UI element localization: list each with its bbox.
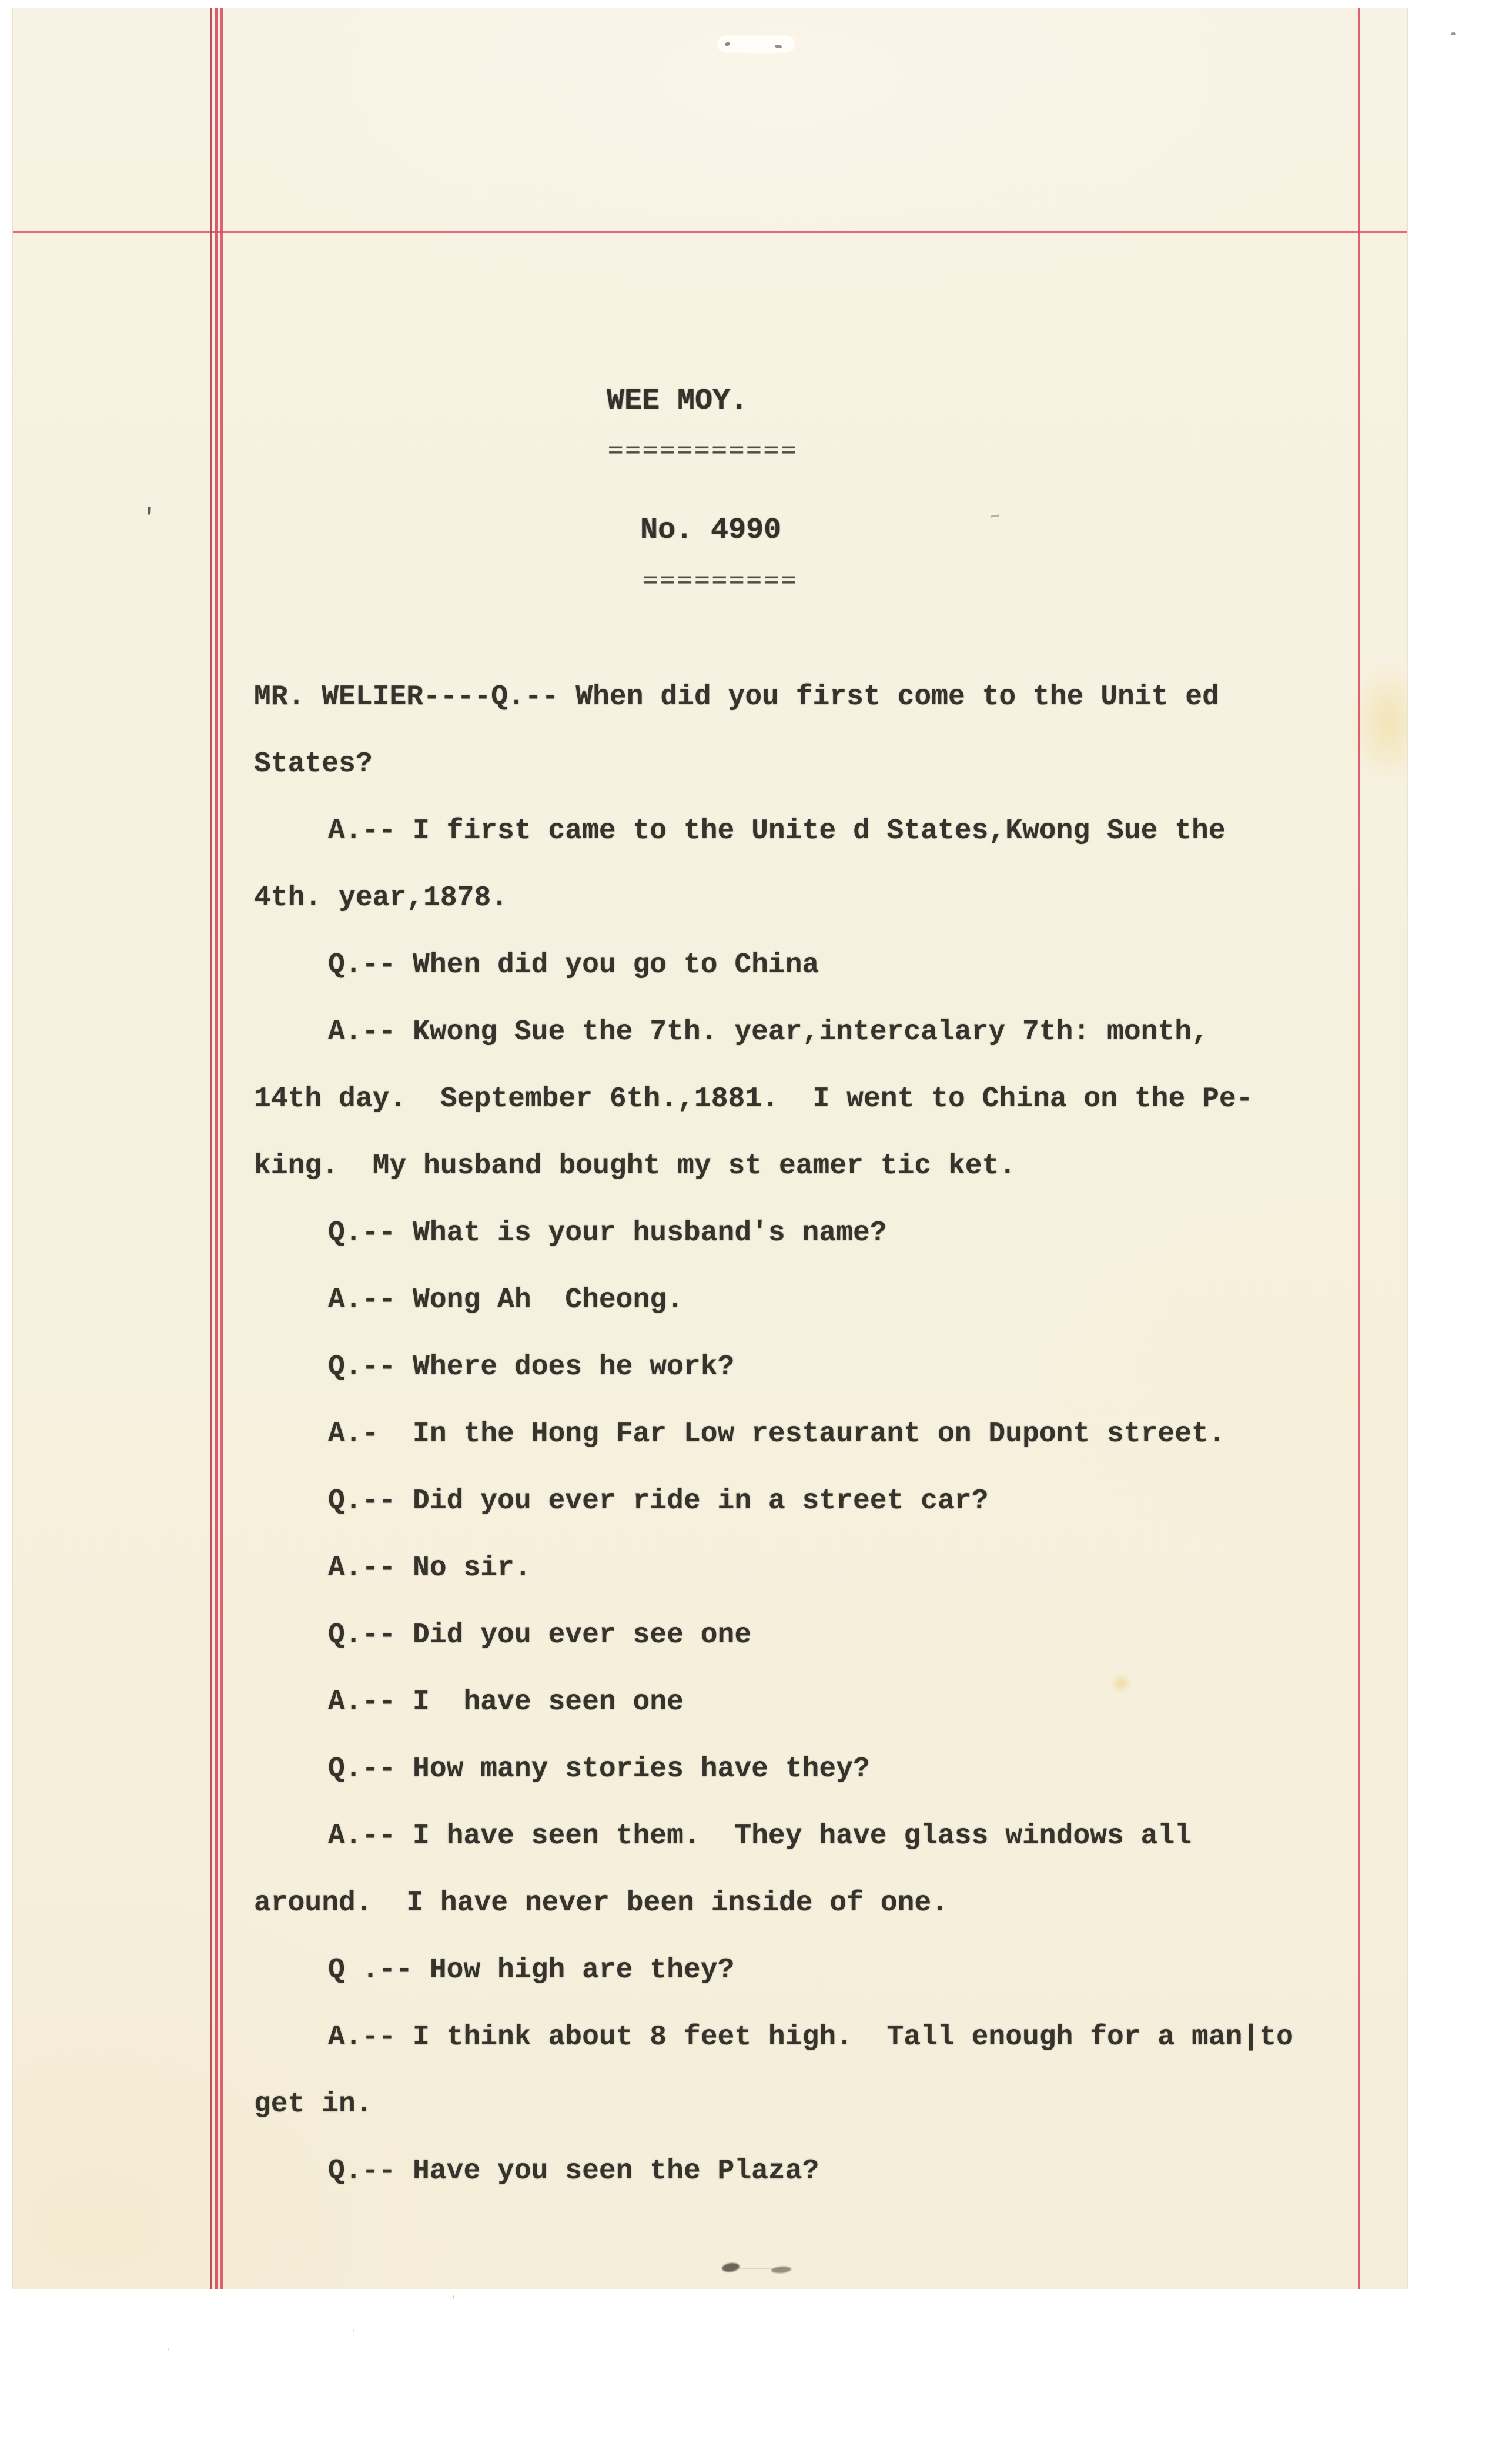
typed-line: A.-- I have seen them. They have glass windows all (328, 1820, 1192, 1852)
typed-line: Q .-- How high are they? (328, 1954, 735, 1986)
case-number-underline: ========= (643, 571, 798, 592)
typed-line: A.-- I think about 8 feet high. Tall enough for a man|to (328, 2021, 1293, 2053)
pencil-mark: ~ (988, 507, 1003, 529)
dust-speck (353, 2329, 354, 2332)
typed-line: 14th day. September 6th.,1881. I went to China on the Pe- (254, 1083, 1253, 1115)
typed-line: A.-- Wong Ah Cheong. (328, 1284, 684, 1316)
typed-line: Q.-- Where does he work? (328, 1351, 735, 1383)
dust-speck (1451, 32, 1456, 35)
document-page (13, 8, 1407, 2289)
left-red-rule-1 (210, 8, 212, 2289)
typed-line: A.-- Kwong Sue the 7th. year,intercalary 7th: month, (328, 1016, 1209, 1048)
typed-line: A.- In the Hong Far Low restaurant on Dupont street. (328, 1418, 1226, 1450)
typed-line: A.-- No sir. (328, 1552, 531, 1584)
typed-line: Q.-- What is your husband's name? (328, 1217, 887, 1249)
ink-smudge-trail (725, 2268, 790, 2269)
left-red-rule-2 (215, 8, 218, 2289)
typed-line: Q.-- Did you ever see one (328, 1619, 752, 1651)
typed-line: A.-- I have seen one (328, 1686, 684, 1718)
stray-apostrophe-mark: ' (142, 505, 157, 532)
typed-line: king. My husband bought my st eamer tic ket. (254, 1150, 1016, 1182)
typed-line: 4th. year,1878. (254, 882, 508, 914)
typed-line: get in. (254, 2088, 373, 2120)
ink-smudge (771, 2266, 792, 2274)
typed-line: around. I have never been inside of one. (254, 1887, 948, 1919)
typed-line: Q.-- How many stories have they? (328, 1753, 870, 1785)
typed-line: MR. WELIER----Q.-- When did you first come to the Unit ed (254, 681, 1219, 713)
left-red-rule-3 (220, 8, 223, 2289)
typed-line: States? (254, 748, 373, 780)
ink-smudge (721, 2262, 740, 2273)
document-title: WEE MOY. (607, 384, 748, 418)
case-number: No. 4990 (640, 514, 782, 547)
typed-line: Q.-- When did you go to China (328, 949, 819, 981)
dust-speck (168, 2348, 169, 2351)
right-red-rule (1358, 8, 1360, 2289)
title-underline: =========== (608, 441, 798, 462)
typed-line: A.-- I first came to the Unite d States,Kwong Sue the (328, 815, 1226, 847)
typed-line: Q.-- Have you seen the Plaza? (328, 2155, 819, 2187)
dust-speck (453, 2295, 454, 2299)
typed-line: Q.-- Did you ever ride in a street car? (328, 1485, 989, 1517)
